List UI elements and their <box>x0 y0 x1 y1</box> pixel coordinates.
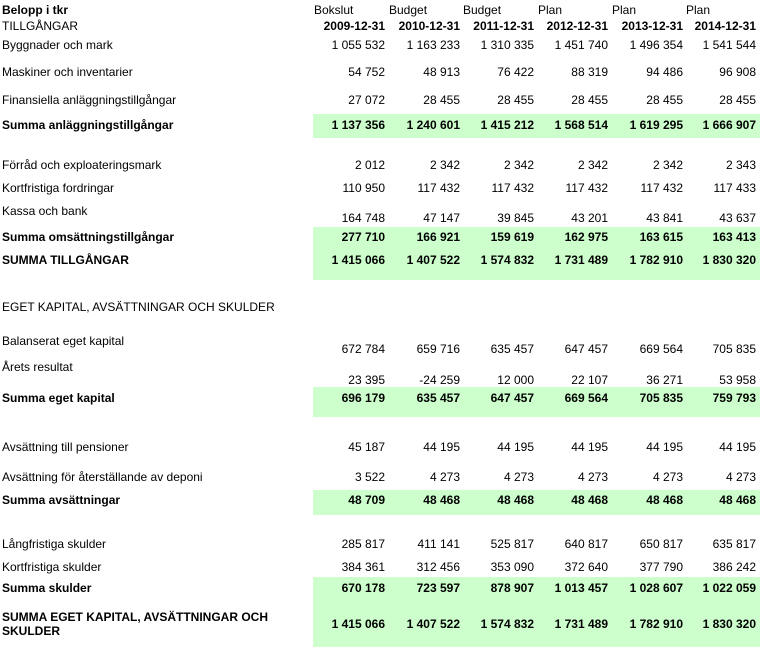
cell-value: 163 615 <box>639 230 683 244</box>
cell-value: 1 310 335 <box>480 38 534 52</box>
cell-value: 759 793 <box>712 391 756 405</box>
cell-value: 28 455 <box>571 93 608 107</box>
column-date-6: 2014-12-31 <box>694 19 756 33</box>
cell-value: 27 072 <box>348 93 385 107</box>
cell-value: 723 597 <box>416 581 460 595</box>
cell-value: 44 195 <box>571 440 608 454</box>
cell-value: 1 619 295 <box>629 118 683 132</box>
row-label-text: Summa avsättningar <box>2 493 121 507</box>
cell-value: 1 731 489 <box>554 617 608 631</box>
cell-value: 12 000 <box>497 373 534 387</box>
cell-value: 28 455 <box>423 93 460 107</box>
cell-value: 2 342 <box>652 158 683 172</box>
cell-value: 44 195 <box>423 440 460 454</box>
cell-value: 1 415 212 <box>480 118 534 132</box>
cell-value: 117 432 <box>565 181 608 195</box>
cell-value: 23 395 <box>348 373 385 387</box>
column-type-6: Plan <box>686 3 711 17</box>
cell-value: 1 137 356 <box>331 118 385 132</box>
row-label-text: Maskiner och inventarier <box>2 65 133 79</box>
row-label-text: Summa skulder <box>2 581 92 595</box>
cell-value: 1 496 354 <box>629 38 683 52</box>
row-label-text: Förråd och exploateringsmark <box>2 158 162 172</box>
cell-value: 878 907 <box>490 581 534 595</box>
cell-value: 110 950 <box>342 181 385 195</box>
cell-value: 162 975 <box>564 230 608 244</box>
cell-value: 635 457 <box>416 391 460 405</box>
row-label <box>2 158 161 172</box>
cell-value: 117 432 <box>491 181 534 195</box>
column-type-1: Bokslut <box>314 3 354 17</box>
cell-value: 4 273 <box>725 470 756 484</box>
row-label <box>2 493 120 507</box>
cell-value: 39 845 <box>497 211 534 225</box>
row-label <box>2 360 73 374</box>
row-label-text: Summa eget kapital <box>2 391 115 405</box>
column-date-5: 2013-12-31 <box>621 19 683 33</box>
cell-value: 1 415 066 <box>331 617 385 631</box>
cell-value: 1 163 233 <box>406 38 460 52</box>
cell-value: 1 541 544 <box>702 38 756 52</box>
cell-value: 277 710 <box>341 230 385 244</box>
column-date-1: 2009-12-31 <box>323 19 385 33</box>
cell-value: 28 455 <box>719 93 756 107</box>
cell-value: 669 564 <box>639 342 683 356</box>
row-label <box>2 537 106 551</box>
cell-value: 48 913 <box>423 65 460 79</box>
cell-value: 2 342 <box>503 158 534 172</box>
cell-value: 53 958 <box>719 373 756 387</box>
cell-value: 670 178 <box>341 581 385 595</box>
cell-value: -24 259 <box>419 373 460 387</box>
cell-value: 28 455 <box>646 93 683 107</box>
cell-value: 635 817 <box>712 537 756 551</box>
cell-value: 1 830 320 <box>702 617 756 631</box>
cell-value: 2 342 <box>577 158 608 172</box>
section-title-tillgangar: TILLGÅNGAR <box>2 19 79 33</box>
row-label-text: Summa omsättningstillgångar <box>2 230 175 244</box>
cell-value: 1 830 320 <box>702 253 756 267</box>
column-type-2: Budget <box>389 3 428 17</box>
row-label <box>2 391 115 405</box>
column-type-5: Plan <box>612 3 637 17</box>
row-label <box>2 38 113 52</box>
cell-value: 54 752 <box>348 65 385 79</box>
row-label-text: Kortfristiga fordringar <box>2 181 115 195</box>
cell-value: 1 568 514 <box>554 118 608 132</box>
row-label <box>2 65 133 79</box>
cell-value: 411 141 <box>417 537 460 551</box>
cell-value: 1 451 740 <box>554 38 608 52</box>
row-label-text: SUMMA TILLGÅNGAR <box>2 253 129 267</box>
cell-value: 4 273 <box>503 470 534 484</box>
cell-value: 705 835 <box>639 391 683 405</box>
cell-value: 36 271 <box>646 373 683 387</box>
cell-value: 1 028 607 <box>629 581 683 595</box>
row-label-text: Balanserat eget kapital <box>2 334 125 348</box>
cell-value: 525 817 <box>490 537 534 551</box>
cell-value: 44 195 <box>646 440 683 454</box>
row-label <box>2 181 114 195</box>
row-label-text: Årets resultat <box>2 360 73 374</box>
row-label <box>2 204 87 218</box>
cell-value: 48 468 <box>497 493 534 507</box>
cell-value: 4 273 <box>577 470 608 484</box>
row-label-text: Avsättning till pensioner <box>2 440 129 454</box>
row-label-text-2: SKULDER <box>2 624 61 638</box>
cell-value: 285 817 <box>341 537 385 551</box>
column-date-4: 2012-12-31 <box>546 19 608 33</box>
cell-value: 43 841 <box>646 211 683 225</box>
cell-value: 48 468 <box>719 493 756 507</box>
cell-value: 22 107 <box>571 373 608 387</box>
page-title: Belopp i tkr <box>2 3 69 17</box>
cell-value: 372 640 <box>564 560 608 574</box>
row-label-text: Byggnader och mark <box>2 38 113 52</box>
cell-value: 117 433 <box>713 181 756 195</box>
cell-value: 1 415 066 <box>331 253 385 267</box>
row-label <box>2 581 91 595</box>
cell-value: 1 240 601 <box>406 118 460 132</box>
row-label <box>2 334 124 348</box>
cell-value: 1 407 522 <box>406 253 460 267</box>
row-label <box>2 93 176 107</box>
cell-value: 164 748 <box>341 211 385 225</box>
cell-value: 76 422 <box>497 65 534 79</box>
row-label-text: Kassa och bank <box>2 204 88 218</box>
cell-value: 672 784 <box>341 342 385 356</box>
row-label <box>2 440 129 454</box>
cell-value: 647 457 <box>564 342 608 356</box>
cell-value: 3 522 <box>354 470 385 484</box>
cell-value: 1 055 532 <box>331 38 385 52</box>
cell-value: 117 432 <box>640 181 683 195</box>
cell-value: 1 782 910 <box>629 617 683 631</box>
cell-value: 48 468 <box>423 493 460 507</box>
cell-value: 28 455 <box>497 93 534 107</box>
cell-value: 45 187 <box>348 440 385 454</box>
cell-value: 377 790 <box>639 560 683 574</box>
cell-value: 1 022 059 <box>702 581 756 595</box>
cell-value: 384 361 <box>341 560 385 574</box>
cell-value: 1 782 910 <box>629 253 683 267</box>
cell-value: 4 273 <box>429 470 460 484</box>
cell-value: 48 468 <box>571 493 608 507</box>
cell-value: 2 343 <box>725 158 756 172</box>
row-label-text: Finansiella anläggningstillgångar <box>2 93 177 107</box>
row-label <box>2 300 275 314</box>
cell-value: 4 273 <box>652 470 683 484</box>
row-label-text: EGET KAPITAL, AVSÄTTNINGAR OCH SKULDER <box>2 300 275 314</box>
cell-value: 659 716 <box>416 342 460 356</box>
cell-value: 696 179 <box>341 391 385 405</box>
cell-value: 1 574 832 <box>480 253 534 267</box>
cell-value: 48 468 <box>646 493 683 507</box>
row-label <box>2 610 268 638</box>
cell-value: 635 457 <box>490 342 534 356</box>
cell-value: 96 908 <box>719 65 756 79</box>
cell-value: 1 731 489 <box>554 253 608 267</box>
cell-value: 44 195 <box>497 440 534 454</box>
cell-value: 650 817 <box>639 537 683 551</box>
column-type-3: Budget <box>463 3 502 17</box>
column-type-4: Plan <box>538 3 563 17</box>
row-label-text: SUMMA EGET KAPITAL, AVSÄTTNINGAR OCH <box>2 610 268 624</box>
cell-value: 312 456 <box>416 560 460 574</box>
cell-value: 94 486 <box>646 65 683 79</box>
column-date-3: 2011-12-31 <box>473 19 534 33</box>
cell-value: 43 201 <box>571 211 608 225</box>
cell-value: 48 709 <box>348 493 385 507</box>
cell-value: 1 013 457 <box>554 581 608 595</box>
cell-value: 88 319 <box>571 65 608 79</box>
cell-value: 1 407 522 <box>406 617 460 631</box>
cell-value: 163 413 <box>712 230 756 244</box>
row-label <box>2 470 203 484</box>
cell-value: 47 147 <box>423 211 460 225</box>
row-label <box>2 253 129 267</box>
row-label-text: Långfristiga skulder <box>2 537 107 551</box>
row-label <box>2 230 174 244</box>
cell-value: 647 457 <box>490 391 534 405</box>
cell-value: 159 619 <box>490 230 534 244</box>
cell-value: 2 342 <box>429 158 460 172</box>
row-label <box>2 560 101 574</box>
cell-value: 669 564 <box>564 391 608 405</box>
row-label <box>2 118 173 132</box>
cell-value: 117 432 <box>417 181 460 195</box>
cell-value: 44 195 <box>719 440 756 454</box>
cell-value: 1 574 832 <box>480 617 534 631</box>
cell-value: 640 817 <box>564 537 608 551</box>
cell-value: 705 835 <box>712 342 756 356</box>
cell-value: 386 242 <box>712 560 756 574</box>
row-label-text: Avsättning för återställande av deponi <box>2 470 203 484</box>
row-label-text: Summa anläggningstillgångar <box>2 118 174 132</box>
cell-value: 353 090 <box>490 560 534 574</box>
cell-value: 166 921 <box>416 230 460 244</box>
cell-value: 2 012 <box>354 158 385 172</box>
cell-value: 1 666 907 <box>702 118 756 132</box>
row-label-text: Kortfristiga skulder <box>2 560 102 574</box>
column-date-2: 2010-12-31 <box>398 19 460 33</box>
cell-value: 43 637 <box>719 211 756 225</box>
